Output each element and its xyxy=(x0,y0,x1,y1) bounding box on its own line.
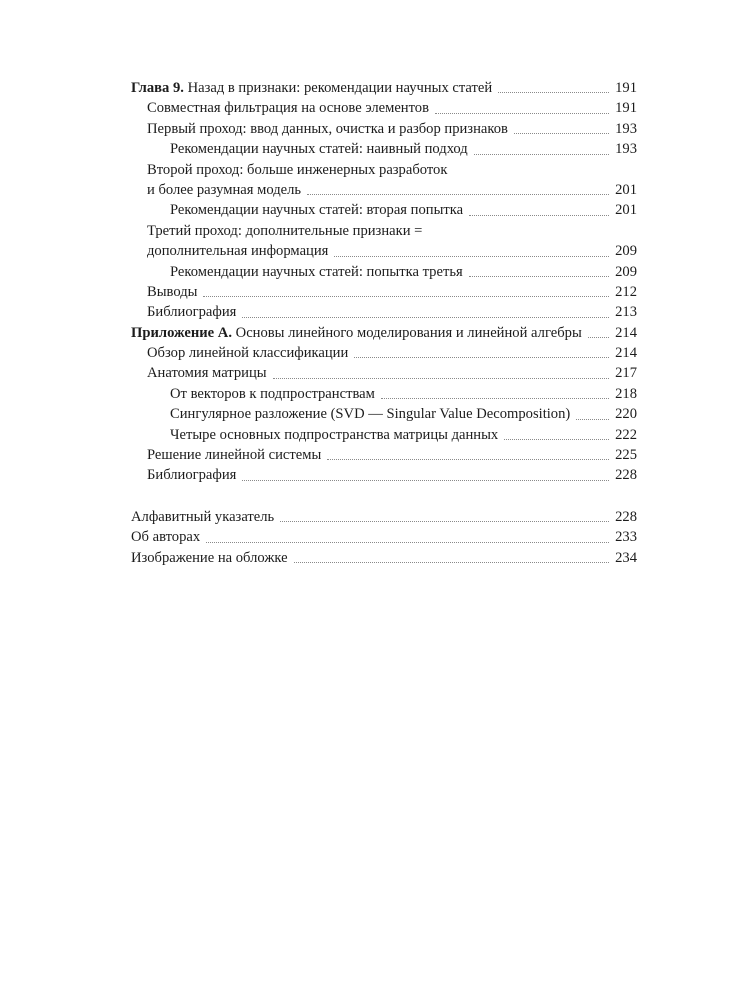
toc-entry-cover-image[interactable] xyxy=(131,548,637,568)
page-number: 209 xyxy=(615,263,637,280)
page-number: 193 xyxy=(615,141,637,158)
page-number: 225 xyxy=(615,447,637,464)
appendix-label: Приложение А. xyxy=(131,324,232,341)
page-number: 201 xyxy=(615,181,637,198)
page-number: 222 xyxy=(615,426,637,443)
dot-leader xyxy=(334,256,609,257)
toc-entry-conclusions[interactable] xyxy=(131,282,637,302)
page-number: 212 xyxy=(615,283,637,300)
toc-entry-title: Рекомендации научных статей: наивный подход xyxy=(170,141,468,158)
page-number: 209 xyxy=(615,243,637,260)
toc-entry-linear-system[interactable] xyxy=(131,445,637,465)
dot-leader xyxy=(242,317,609,318)
toc-entry-title-continued: дополнительная информация xyxy=(147,243,329,260)
dot-leader xyxy=(498,92,609,93)
toc-entry-about-authors[interactable] xyxy=(131,527,637,547)
toc-entry-bibliography-ch9[interactable] xyxy=(131,302,637,322)
page-number: 217 xyxy=(615,365,637,382)
page-number: 228 xyxy=(615,508,637,525)
toc-entry-title-continued: и более разумная модель xyxy=(147,181,302,198)
page-number: 191 xyxy=(615,79,637,96)
dot-leader xyxy=(203,296,609,297)
toc-entry-title xyxy=(131,78,492,98)
toc-entry-chapter-9[interactable] xyxy=(131,78,637,98)
toc-entry-second-pass-line2[interactable] xyxy=(131,180,637,200)
toc-entry-title: Сингулярное разложение (SVD — Singular Value Decomposition) xyxy=(170,406,571,423)
page-number: 234 xyxy=(615,549,637,566)
toc-entry-title: Рекомендации научных статей: вторая попытка xyxy=(170,202,464,219)
page-number: 233 xyxy=(615,529,637,546)
toc-entry-title: От векторов к подпространствам xyxy=(170,385,375,402)
toc-entry-title: Решение линейной системы xyxy=(147,447,322,464)
toc-entry-item-based-filtering[interactable] xyxy=(131,98,637,118)
toc-entry-vectors-subspaces[interactable] xyxy=(131,384,637,404)
page-number: 220 xyxy=(615,406,637,423)
dot-leader xyxy=(327,459,609,460)
page-number: 213 xyxy=(615,304,637,321)
toc-entry-title: Совместная фильтрация на основе элементов xyxy=(147,100,429,117)
toc-entry-four-subspaces[interactable] xyxy=(131,425,637,445)
toc-entry-svd[interactable] xyxy=(131,404,637,424)
page-number: 191 xyxy=(615,100,637,117)
section-spacer xyxy=(131,486,637,507)
appendix-title: Основы линейного моделирования и линейной алгебры xyxy=(235,324,582,341)
toc-entry-bibliography-appendix[interactable] xyxy=(131,465,637,485)
page-number: 193 xyxy=(615,120,637,137)
page-number: 218 xyxy=(615,385,637,402)
toc-entry-title: Первый проход: ввод данных, очистка и разбор признаков xyxy=(147,120,508,137)
dot-leader xyxy=(576,419,609,420)
toc-entry-matrix-anatomy[interactable] xyxy=(131,363,637,383)
dot-leader xyxy=(354,357,609,358)
toc-entry-title: Второй проход: больше инженерных разработок xyxy=(147,161,448,178)
page-number: 214 xyxy=(615,345,637,362)
chapter-label: Глава 9. xyxy=(131,79,184,96)
dot-leader xyxy=(469,276,609,277)
toc-entry-title: Библиография xyxy=(147,467,237,484)
page-number: 201 xyxy=(615,202,637,219)
toc-entry-title: Выводы xyxy=(147,283,198,300)
toc-entry-title: Рекомендации научных статей: попытка третья xyxy=(170,263,463,280)
toc-entry-third-pass-line1[interactable] xyxy=(131,221,637,241)
dot-leader xyxy=(381,398,609,399)
dot-leader xyxy=(206,542,609,543)
chapter-title: Назад в признаки: рекомендации научных статей xyxy=(187,79,493,96)
table-of-contents xyxy=(131,78,637,568)
toc-entry-first-pass[interactable] xyxy=(131,119,637,139)
dot-leader xyxy=(514,133,609,134)
toc-entry-appendix-a[interactable] xyxy=(131,323,637,343)
toc-entry-title: Обзор линейной классификации xyxy=(147,345,349,362)
toc-entry-third-attempt[interactable] xyxy=(131,262,637,282)
page-number: 214 xyxy=(615,324,637,341)
dot-leader xyxy=(294,562,609,563)
dot-leader xyxy=(242,480,609,481)
toc-entry-third-pass-line2[interactable] xyxy=(131,241,637,261)
toc-entry-title: Библиография xyxy=(147,304,237,321)
dot-leader xyxy=(469,215,609,216)
toc-entry-title: Анатомия матрицы xyxy=(147,365,267,382)
toc-entry-index[interactable] xyxy=(131,507,637,527)
dot-leader xyxy=(435,113,609,114)
toc-entry-naive-approach[interactable] xyxy=(131,139,637,159)
dot-leader xyxy=(280,521,609,522)
toc-entry-second-attempt[interactable] xyxy=(131,200,637,220)
dot-leader xyxy=(273,378,609,379)
page-number: 228 xyxy=(615,467,637,484)
toc-entry-title xyxy=(131,323,582,343)
dot-leader xyxy=(307,194,609,195)
toc-entry-second-pass-line1[interactable] xyxy=(131,160,637,180)
toc-entry-linear-classification[interactable] xyxy=(131,343,637,363)
dot-leader xyxy=(474,154,609,155)
toc-entry-title: Изображение на обложке xyxy=(131,549,288,566)
dot-leader xyxy=(504,439,609,440)
toc-entry-title: Четыре основных подпространства матрицы данных xyxy=(170,426,499,443)
toc-entry-title: Об авторах xyxy=(131,529,201,546)
dot-leader xyxy=(588,337,609,338)
toc-entry-title: Алфавитный указатель xyxy=(131,508,275,525)
toc-entry-title: Третий проход: дополнительные признаки = xyxy=(147,222,423,239)
